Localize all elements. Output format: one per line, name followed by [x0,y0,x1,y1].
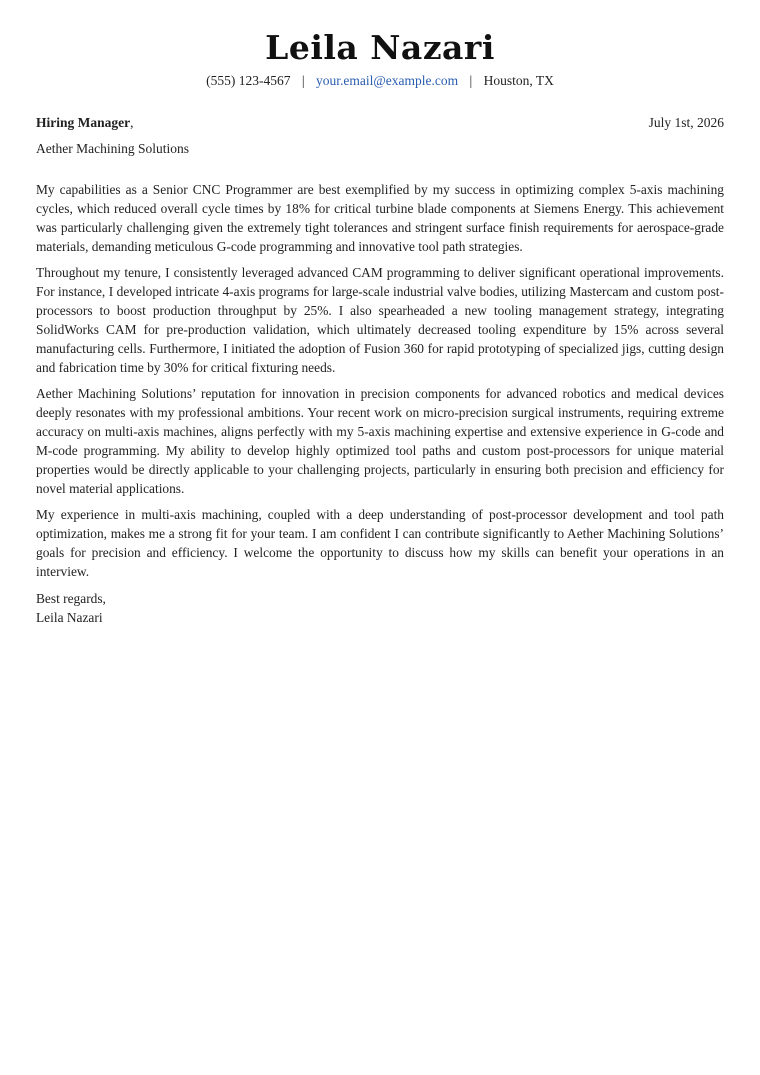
location: Houston, TX [483,73,554,88]
closing-salutation: Best regards, [36,591,106,606]
closing-block [36,589,724,627]
recipient-title [36,115,134,131]
phone-number: (555) 123-4567 [206,73,291,88]
email-link[interactable]: your.email@example.com [315,73,459,88]
body-paragraph: Aether Machining Solutions’ reputation for innovation in precision components for advanced robotics and medical devices deeply resonates with my professional ambitions. Your recent work on micro-precision surgical instruments, requiring extreme accuracy on multi-axis machines, aligns perfectly with my 5-axis machining expertise and extensive experience in G-code and M-code programming. My ability to develop highly optimized tool paths and custom post-processors for unique material properties would be directly applicable to your challenging projects, particularly in ensuring both precision and efficiency for novel material applications. [36,386,724,496]
recipient-company: Aether Machining Solutions [36,141,189,156]
letter-body [36,180,724,627]
letter-date: July 1st, 2026 [648,115,724,130]
contact-line [0,73,760,89]
contact-separator: | [469,73,473,88]
recipient-title-text: Hiring Manager [36,115,131,130]
applicant-name: Leila Nazari [265,28,495,67]
body-paragraph: Throughout my tenure, I consistently leveraged advanced CAM programming to deliver significant operational improvements. For instance, I developed intricate 4-axis programs for large-scale industrial valve bodies, utilizing Mastercam and custom post-processors to boost production throughput by 25%. I also spearheaded a new tooling management strategy, integrating SolidWorks CAM for pre-production validation, which ultimately decreased tooling expenditure by 15% across several manufacturing cells. Furthermore, I initiated the adoption of Fusion 360 for rapid prototyping of specialized jigs, cutting design and fabrication time by 30% for critical fixturing needs. [36,265,724,375]
closing-signature: Leila Nazari [36,610,103,625]
contact-separator: | [301,73,305,88]
body-paragraph: My experience in multi-axis machining, coupled with a deep understanding of post-processor development and tool path optimization, makes me a strong fit for your team. I am confident I can contribute significantly to Aether Machining Solutions’ goals for precision and efficiency. I welcome the opportunity to discuss how my skills can benefit your operations in an interview. [36,507,724,579]
recipient-title-suffix: , [130,115,134,130]
body-paragraph: My capabilities as a Senior CNC Programmer are best exemplified by my success in optimizing complex 5-axis machining cycles, which reduced overall cycle times by 18% for critical turbine blade components at Siemens Energy. This achievement was particularly challenging given the extremely tight tolerances and stringent surface finish requirements for aerospace-grade materials, demanding meticulous G-code programming and innovative tool path strategies. [36,182,724,254]
